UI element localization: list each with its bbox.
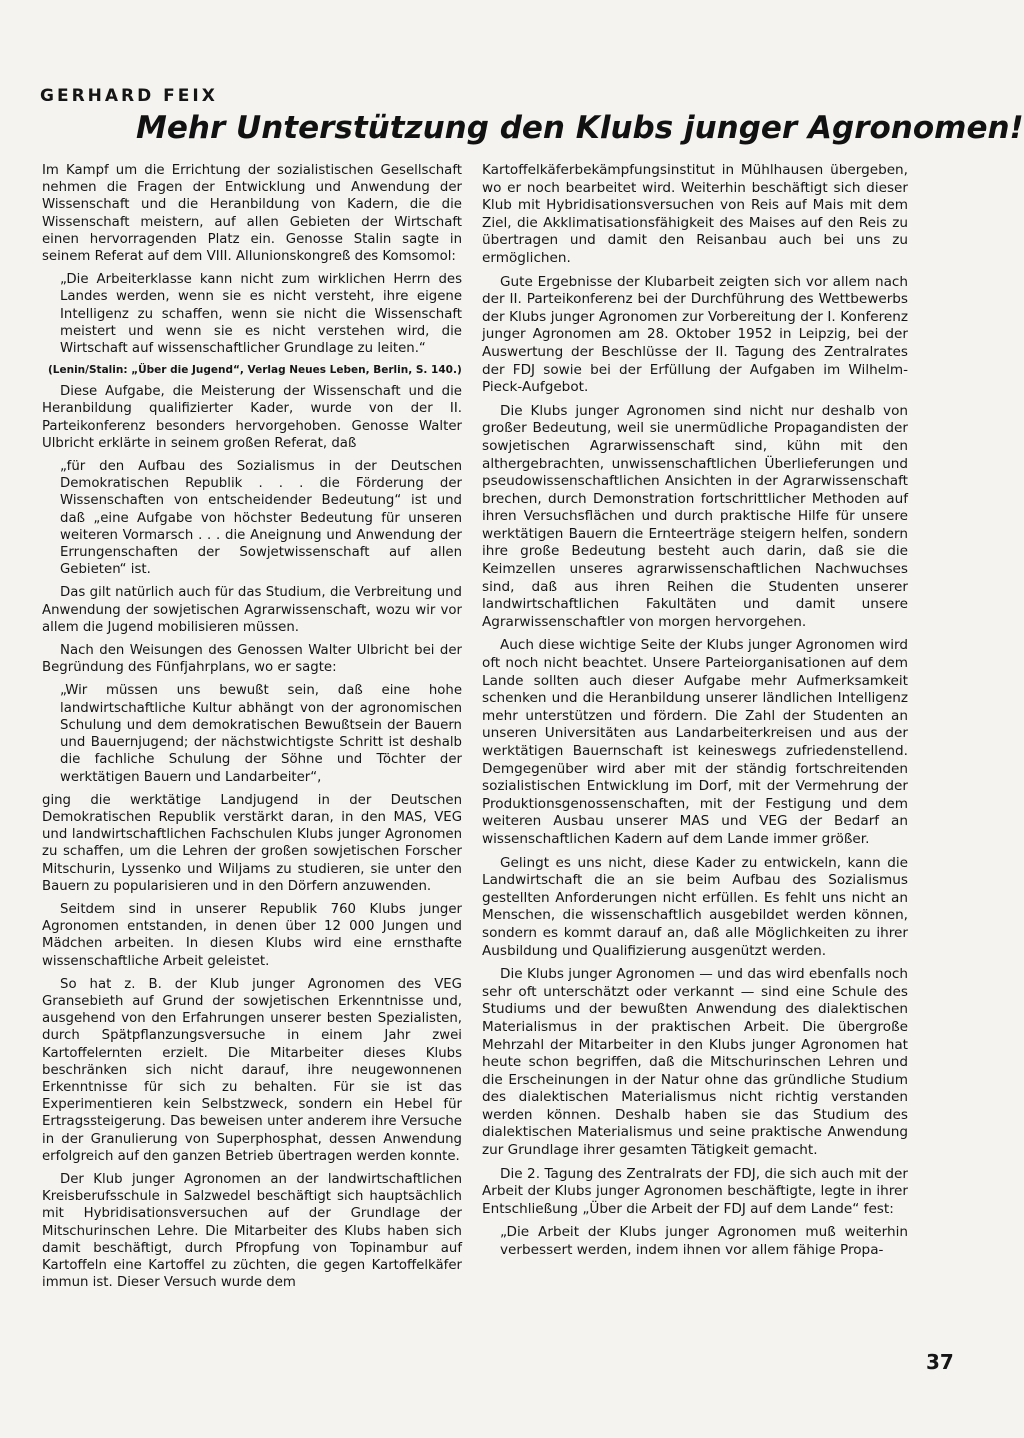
page-number: 37 <box>926 1350 954 1374</box>
paragraph: Gelingt es uns nicht, diese Kader zu entwickeln, kann die Landwirtschaft die an sie beim Aufbau des Sozialismus gestellten Anforderungen nicht erfüllen. Es fehlt uns nicht an Menschen, die wissenschaftlich ausgebildet werden können, sondern es kommt darauf an, daß alle Möglichkeiten zu ihrer Ausbildung und Qualifizierung ausgenützt werden. <box>482 854 908 959</box>
paragraph: Kartoffelkäferbekämpfungsinstitut in Mühlhausen übergeben, wo er noch bearbeitet wird. Weiterhin beschäftigt sich dieser Klub mit Hybridisationsversuchen von Reis auf Mais mit dem Ziel, die Akklimatisationsfähigkeit des Maises auf den Reis zu übertragen und damit den Reisanbau auch bei uns zu ermöglichen. <box>482 162 908 266</box>
paragraph: Die 2. Tagung des Zentralrats der FDJ, die sich auch mit der Arbeit der Klubs junger Agronomen beschäftigte, legte in ihrer Entschließung „Über die Arbeit der FDJ auf dem Lande“ fest: <box>482 1165 908 1217</box>
paragraph: Die Klubs junger Agronomen sind nicht nur deshalb von großer Bedeutung, weil sie unermüdliche Propagandisten der sowjetischen Agrarwissenschaft sind, kühn mit den althergebrachten, unwissenschaftlichen Überlieferungen und pseudowissenschaftlichen Ansichten in der Agrarwissenschaft brechen, durch Demonstration fortschrittlicher Methoden auf ihren Versuchsflächen und durch praktische Hilfe für unsere werktätigen Bauern die Ernteerträge steigern helfen, sondern ihre große Bedeutung besteht auch darin, daß sie die Keimzellen unseres agrarwissenschaftlichen Nachwuchses sind, daß aus ihren Reihen die Studenten unserer landwirtschaftlichen Fakultäten und damit unsere Agrarwissenschaftler von morgen hervorgehen. <box>482 402 908 630</box>
paragraph: ging die werktätige Landjugend in der Deutschen Demokratischen Republik verstärkt daran, in den MAS, VEG und landwirtschaftlichen Fachschulen Klubs junger Agronomen zu schaffen, um die Lehren der großen sowjetischen Forscher Mitschurin, Lyssenko und Wiljams zu studieren, sie unter den Bauern zu popularisieren und in den Dörfern anzuwenden. <box>42 792 462 894</box>
article-title: Mehr Unterstützung den Klubs junger Agronomen! <box>136 110 1024 146</box>
paragraph: Im Kampf um die Errichtung der sozialistischen Gesellschaft nehmen die Fragen der Entwicklung und Anwendung der Wissenschaft und die Heranbildung von Kadern, die die Wissenschaft meistern, auf allen Gebieten der Wirtschaft einen hervorragenden Platz ein. Genosse Stalin sagte in seinem Referat auf dem VIII. Allunionskongreß des Komsomol: <box>42 163 462 265</box>
paragraph: Der Klub junger Agronomen an der landwirtschaftlichen Kreisberufsschule in Salzwedel beschäftigt sich hauptsächlich mit Hybridisationsversuchen auf der Grundlage der Mitschurinschen Lehre. Die Mitarbeiter des Klubs haben sich damit beschäftigt, durch Pfropfung von Topinambur auf Kartoffeln eine Kartoffel zu züchten, die gegen Kartoffelkäfer immun ist. Dieser Versuch wurde dem <box>42 1171 462 1291</box>
left-column <box>42 162 462 1297</box>
paragraph: Seitdem sind in unserer Republik 760 Klubs junger Agronomen entstanden, in denen über 12 000 Jungen und Mädchen arbeiten. In diesen Klubs wird eine ernsthafte wissenschaftliche Arbeit geleistet. <box>42 901 462 969</box>
block-quote: „Die Arbeiterklasse kann nicht zum wirklichen Herrn des Landes werden, wenn sie es nicht versteht, ihre eigene Intelligenz zu schaffen, wenn sie nicht die Wissenschaft meistert und wenn sie es nicht verstehen wird, die Wirtschaft auf wissenschaftlicher Grundlage zu leiten.“ <box>60 272 462 357</box>
author-name: GERHARD FEIX <box>40 86 218 106</box>
paragraph: Das gilt natürlich auch für das Studium, die Verbreitung und Anwendung der sowjetischen Agrarwissenschaft, wozu wir vor allem die Jugend mobilisieren müssen. <box>42 585 462 635</box>
block-quote: „Wir müssen uns bewußt sein, daß eine hohe landwirtschaftliche Kultur abhängt von der agronomischen Schulung und dem demokratischen Bewußtsein der Bauern und Bauernjugend; der nächstwichtigste Schritt ist deshalb die fachliche Schulung der Söhne und Töchter der werktätigen Bauern und Landarbeiter“, <box>60 683 462 785</box>
block-quote: „Die Arbeit der Klubs junger Agronomen muß weiterhin verbessert werden, indem ihnen vor allem fähige Propa- <box>500 1224 908 1259</box>
citation: (Lenin/Stalin: „Über die Jugend“, Verlag Neues Leben, Berlin, S. 140.) <box>48 364 462 377</box>
paragraph: Gute Ergebnisse der Klubarbeit zeigten sich vor allem nach der II. Parteikonferenz bei der Durchführung des Wettbewerbs der Klubs junger Agronomen zur Vorbereitung der I. Konferenz junger Agronomen am 28. Oktober 1952 in Leipzig, bei der Auswertung der Beschlüsse der II. Tagung des Zentralrates der FDJ sowie bei der Erfüllung der Aufgaben im Wilhelm-Pieck-Aufgebot. <box>482 273 908 396</box>
paragraph: Diese Aufgabe, die Meisterung der Wissenschaft und die Heranbildung qualifizierter Kader, wurde von der II. Parteikonferenz besonders hervorgehoben. Genosse Walter Ulbricht erklärte in seinem großen Referat, daß <box>42 384 462 451</box>
paragraph: Nach den Weisungen des Genossen Walter Ulbricht bei der Begründung des Fünfjahrplans, wo er sagte: <box>42 643 462 676</box>
paragraph: Die Klubs junger Agronomen — und das wird ebenfalls noch sehr oft unterschätzt oder verkannt — sind eine Schule des Studiums und der bewußten Anwendung des dialektischen Materialismus in der praktischen Arbeit. Die übergroße Mehrzahl der Mitarbeiter in den Klubs junger Agronomen hat heute schon begriffen, daß die Mitschurinschen Lehren und die Erscheinungen in der Natur ohne das gründliche Studium des dialektischen Materialismus nicht richtig verstanden werden können. Deshalb haben sie das Studium des dialektischen Materialismus und seine praktische Anwendung zur Grundlage ihrer gesamten Tätigkeit gemacht. <box>482 966 908 1159</box>
block-quote: „für den Aufbau des Sozialismus in der Deutschen Demokratischen Republik . . . die Förderung der Wissenschaften von entscheidender Bedeutung“ ist und daß „eine Aufgabe von höchster Bedeutung für unseren weiteren Vormarsch . . . die Aneignung und Anwendung der Errungenschaften der Sowjetwissenschaft auf allen Gebieten“ ist. <box>60 459 462 578</box>
right-column <box>482 162 908 1266</box>
paragraph: Auch diese wichtige Seite der Klubs junger Agronomen wird oft noch nicht beachtet. Unsere Parteiorganisationen auf dem Lande sollten auch dieser Aufgabe mehr Aufmerksamkeit schenken und die Heranbildung unserer ländlichen Intelligenz mehr unterstützen und fördern. Die Zahl der Studenten an unseren Universitäten aus Landarbeiterkreisen und aus der werktätigen Bauernschaft ist keineswegs zufriedenstellend. Demgegenüber wird aber mit der ständig fortschreitenden sozialistischen Entwicklung im Dorf, mit der Vermehrung der Produktionsgenossenschaften, mit der Festigung und dem weiteren Ausbau unserer MAS und VEG der Bedarf an wissenschaftlichen Kadern auf dem Lande immer größer. <box>482 637 908 847</box>
paragraph: So hat z. B. der Klub junger Agronomen des VEG Gransebieth auf Grund der sowjetischen Erkenntnisse und, ausgehend von den Erfahrungen unserer besten Spezialisten, durch Spätpflanzungsversuche in einem Jahr zwei Kartoffelernten erzielt. Die Mitarbeiter dieses Klubs beschränken sich nicht darauf, ihre neugewonnenen Erkenntnisse für sich zu behalten. Für sie ist das Experimentieren kein Selbstzweck, sondern ein Hebel für Ertragssteigerung. Das beweisen unter anderem ihre Versuche in der Granulierung von Superphosphat, dessen Anwendung erfolgreich auf den ganzen Betrieb übertragen werden konnte. <box>42 976 462 1164</box>
